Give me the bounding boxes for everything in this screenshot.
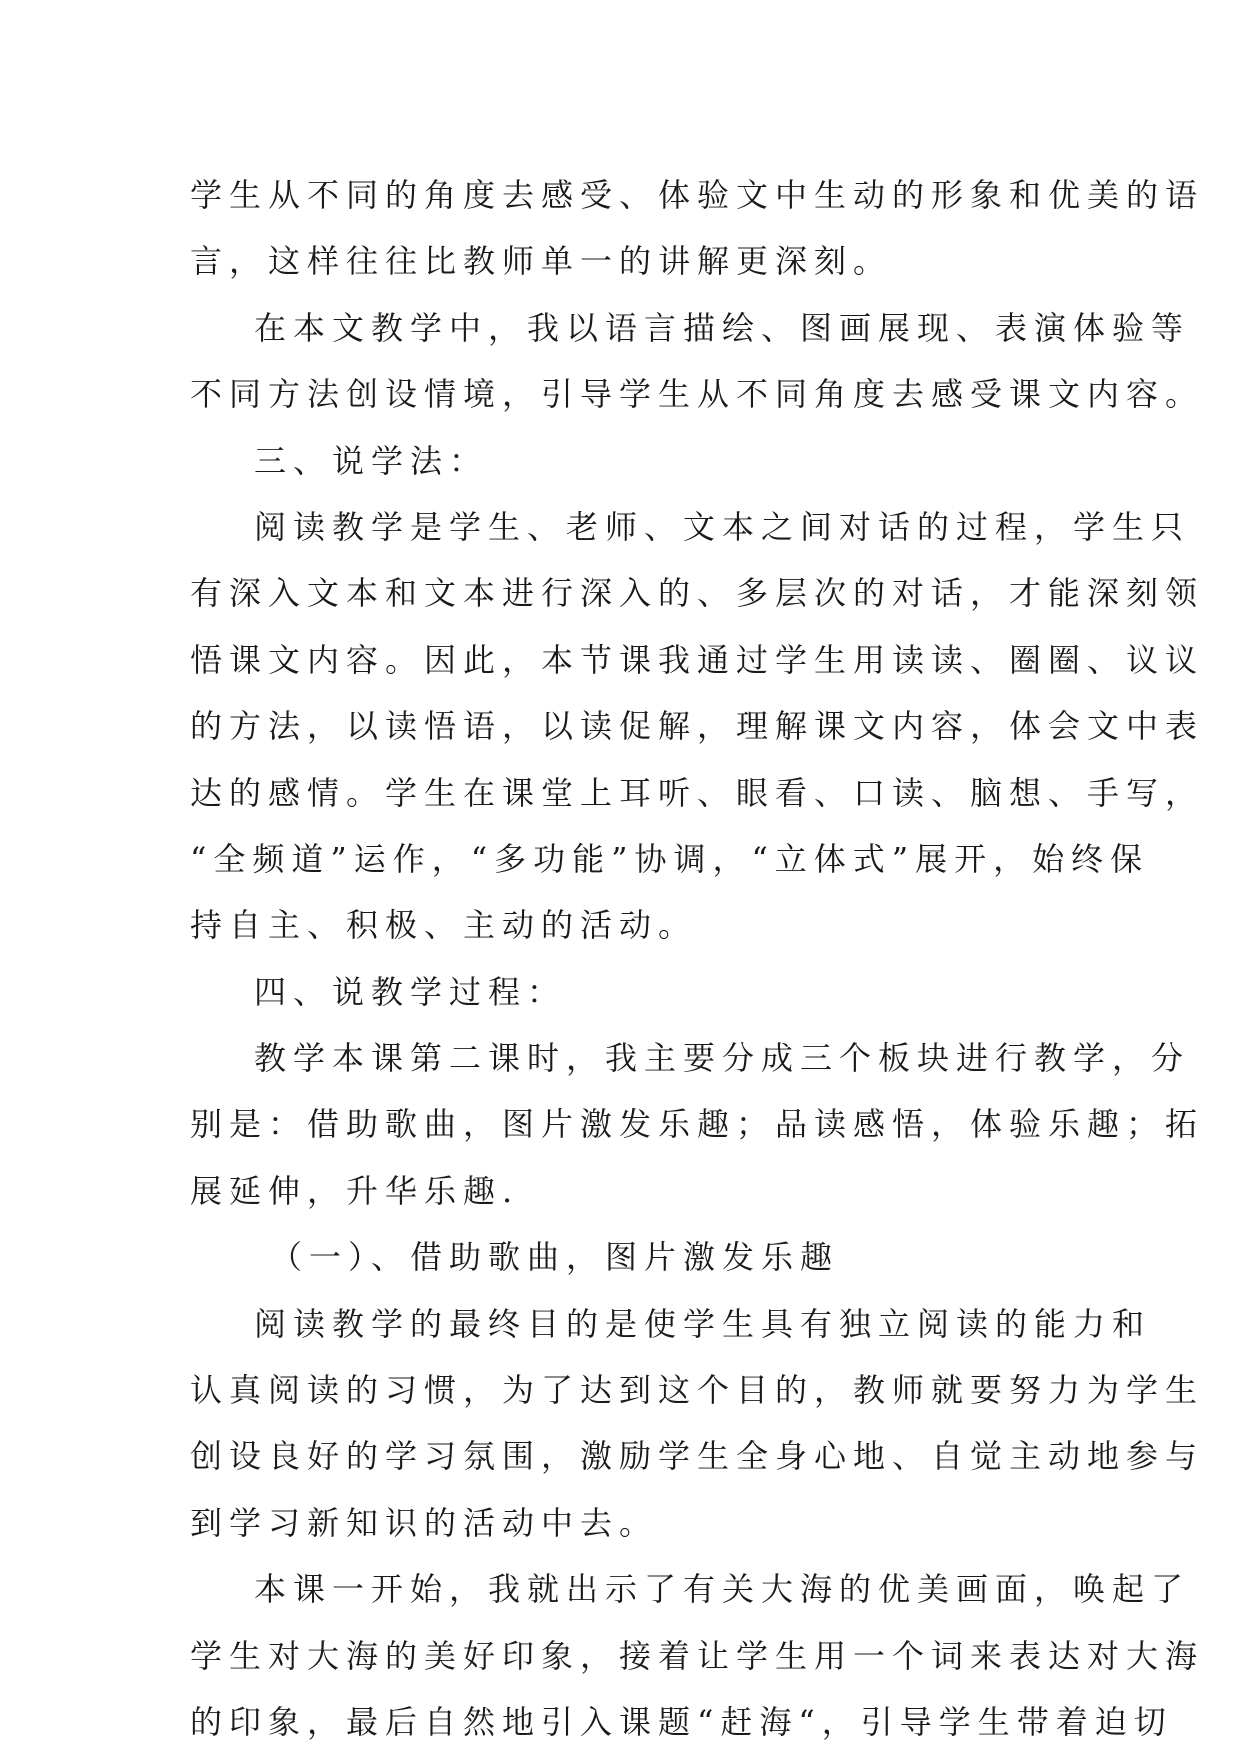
document-body xyxy=(190,162,1205,1755)
text-line: 创设良好的学习氛围，激励学生全身心地、自觉主动地参与 xyxy=(190,1437,1205,1476)
text-line: 学生从不同的角度去感受、体验文中生动的形象和优美的语 xyxy=(190,176,1205,214)
text-line: 在本文教学中，我以语言描绘、图画展现、表演体验等 xyxy=(254,308,1191,347)
section-heading: 四、说教学过程： xyxy=(254,972,567,1011)
text-line: 悟课文内容。因此，本节课我通过学生用读读、圈圈、议议 xyxy=(190,640,1205,679)
text-line: 不同方法创设情境，引导学生从不同角度去感受课文内容。 xyxy=(190,375,1205,414)
text-line: 的印象，最后自然地引入课题“赶海“，引导学生带着迫切 xyxy=(190,1702,1173,1741)
text-line: 有深入文本和文本进行深入的、多层次的对话，才能深刻领 xyxy=(190,574,1205,613)
text-line: 到学习新知识的活动中去。 xyxy=(190,1503,659,1542)
text-line: 的方法，以读悟语，以读促解，理解课文内容，体会文中表 xyxy=(190,707,1205,746)
text-line: 本课一开始，我就出示了有关大海的优美画面，唤起了 xyxy=(254,1570,1191,1609)
section-heading: 三、说学法： xyxy=(254,441,489,480)
text-line: 达的感情。学生在课堂上耳听、眼看、口读、脑想、手写， xyxy=(190,773,1205,812)
text-line: 阅读教学的最终目的是使学生具有独立阅读的能力和 xyxy=(254,1304,1152,1343)
text-line: 教学本课第二课时，我主要分成三个板块进行教学，分 xyxy=(254,1039,1191,1078)
text-line: 别是：借助歌曲，图片激发乐趣；品读感悟，体验乐趣；拓 xyxy=(190,1105,1205,1144)
subsection-heading: （一）、借助歌曲，图片激发乐趣 xyxy=(270,1238,840,1277)
text-line: 展延伸，升华乐趣. xyxy=(190,1171,520,1210)
text-line: “全频道”运作，“多功能”协调，“立体式”展开，始终保 xyxy=(190,839,1150,878)
text-line: 言，这样往往比教师单一的讲解更深刻。 xyxy=(190,242,893,281)
text-line: 阅读教学是学生、老师、文本之间对话的过程，学生只 xyxy=(254,507,1191,546)
text-line: 持自主、积极、主动的活动。 xyxy=(190,906,698,945)
text-line: 认真阅读的习惯，为了达到这个目的，教师就要努力为学生 xyxy=(190,1371,1205,1410)
text-line: 学生对大海的美好印象，接着让学生用一个词来表达对大海 xyxy=(190,1636,1205,1675)
